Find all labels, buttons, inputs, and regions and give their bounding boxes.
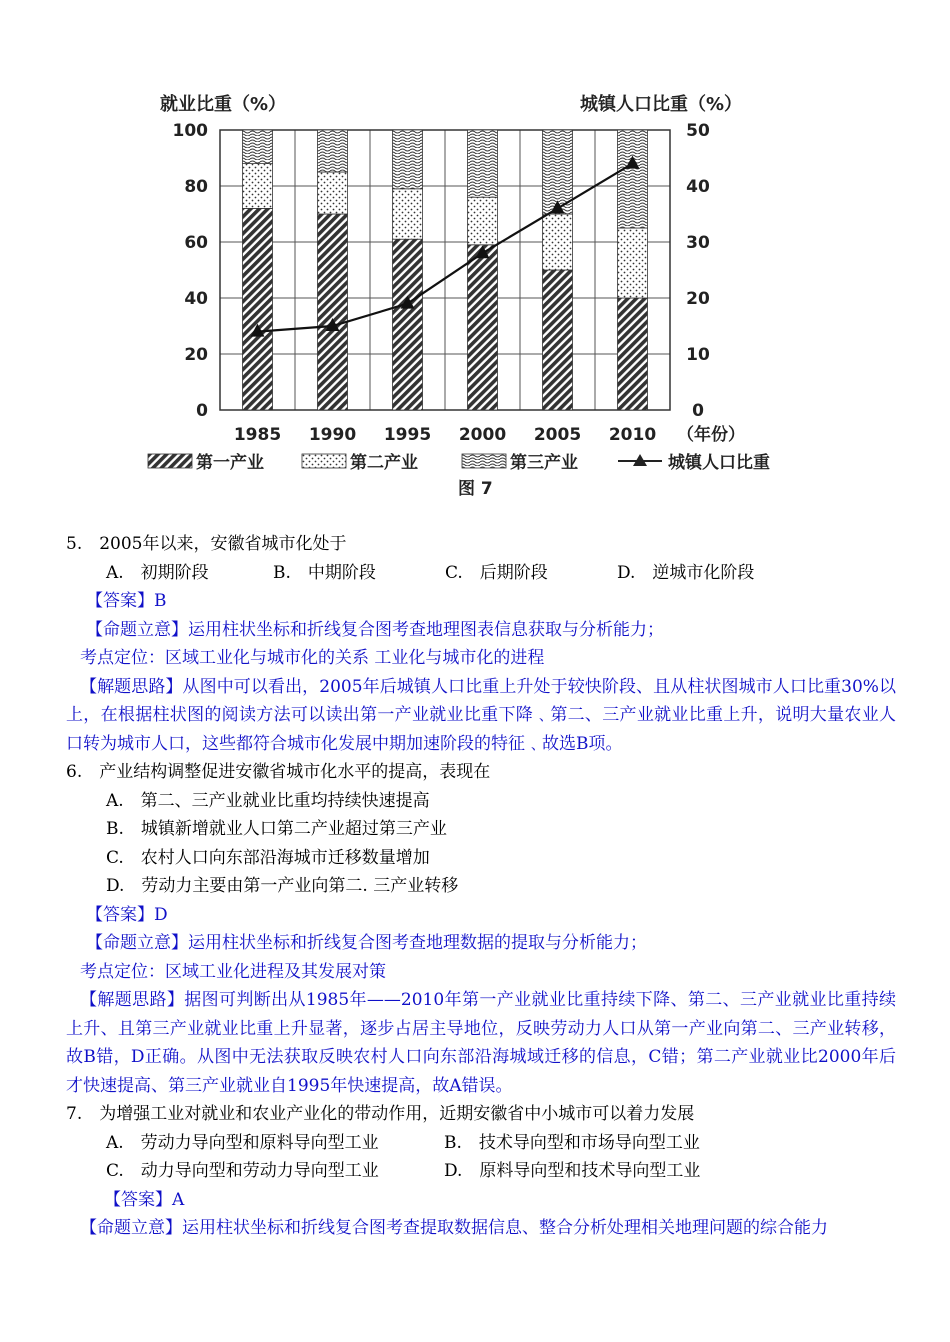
q5-position: 考点定位：区域工业化与城市化的关系 工业化与城市化的进程 xyxy=(80,648,545,668)
bar-tertiary xyxy=(618,130,648,228)
q7-options-row2 xyxy=(66,1157,896,1186)
bar-tertiary xyxy=(318,130,348,172)
legend-label-urban: 城镇人口比重 xyxy=(668,453,770,473)
bar-secondary xyxy=(618,228,648,298)
right-tick-label: 10 xyxy=(686,345,710,365)
legend-label-tertiary: 第三产业 xyxy=(510,453,578,473)
left-tick-label: 0 xyxy=(196,401,208,421)
q6-option-b: B. 城镇新增就业人口第二产业超过第三产业 xyxy=(106,819,447,839)
q7-option-b: B. 技术导向型和市场导向型工业 xyxy=(444,1132,700,1153)
q5-option-a: A. 初期阶段 xyxy=(106,562,209,583)
q5-answer: 【答案】B xyxy=(86,591,167,611)
q6-option-a: A. 第二、三产业就业比重均持续快速提高 xyxy=(106,790,430,811)
x-category-label: 2000 xyxy=(458,425,507,445)
legend-label-secondary: 第二产业 xyxy=(350,453,418,473)
bar-tertiary xyxy=(393,130,423,189)
q7-options-row1 xyxy=(66,1129,896,1158)
left-tick-label: 80 xyxy=(184,177,208,197)
q5-option-d: D. 逆城市化阶段 xyxy=(617,562,755,583)
bar-primary xyxy=(543,270,573,410)
bar-secondary xyxy=(543,214,573,270)
bar-primary xyxy=(468,245,498,410)
q5-stem: 5. 2005年以来，安徽省城市化处于 xyxy=(66,534,347,554)
bar-primary xyxy=(618,298,648,410)
q6-position: 考点定位：区域工业化进程及其发展对策 xyxy=(80,961,386,982)
q7-answer: 【答案】A xyxy=(104,1189,185,1210)
q7-stem: 7. 为增强工业对就业和农业产业化的带动作用，近期安徽省中小城市可以着力发展 xyxy=(66,1104,695,1124)
q6-analysis: 【解题思路】据图可判断出从1985年——2010年第一产业就业比重持续下降、第二、三产业就业比重持续上升、且第三产业就业比重上升显著，逐步占居主导地位，反映劳动力人口从第一产业向第二、三产业转移，故B错，D正确。从图中无法获取反映农村人口向东部沿海城域迁移的信息，C错；第二产业就业比2000年后才快速提高、第三产业就业自1995年快速提高，故A错误。 xyxy=(66,990,896,1096)
q7-option-c: C. 动力导向型和劳动力导向型工业 xyxy=(106,1161,379,1181)
x-axis-unit: （年份） xyxy=(677,425,745,445)
bar-secondary xyxy=(393,189,423,239)
question-section xyxy=(66,530,896,1243)
x-category-label: 1995 xyxy=(383,425,432,445)
right-tick-label: 30 xyxy=(686,233,710,253)
x-category-label: 1985 xyxy=(233,425,282,445)
q6-option-c: C. 农村人口向东部沿海城市迁移数量增加 xyxy=(106,847,430,868)
employment-urbanization-chart xyxy=(140,88,820,508)
right-tick-label: 40 xyxy=(686,177,710,197)
q5-option-c: C. 后期阶段 xyxy=(445,562,548,583)
legend-swatch-tertiary xyxy=(462,454,506,468)
grid-lines xyxy=(220,130,670,410)
q6-answer: 【答案】D xyxy=(86,904,168,925)
q7-intent: 【命题立意】运用柱状坐标和折线复合图考查提取数据信息、整合分析处理相关地理问题的综合能力 xyxy=(80,1218,828,1238)
bar-secondary xyxy=(468,197,498,245)
left-axis-title: 就业比重（%） xyxy=(160,94,287,115)
right-axis-title: 城镇人口比重（%） xyxy=(580,94,743,115)
q6-stem: 6. 产业结构调整促进安徽省城市化水平的提高，表现在 xyxy=(66,762,491,782)
bar-tertiary xyxy=(468,130,498,197)
left-tick-label: 100 xyxy=(172,121,208,141)
figure-caption: 图 7 xyxy=(458,479,493,499)
x-category-labels xyxy=(234,425,656,445)
bar-primary xyxy=(243,208,273,410)
bar-tertiary xyxy=(243,130,273,164)
q5-analysis: 【解题思路】从图中可以看出，2005年后城镇人口比重上升处于较快阶段、且从柱状图城市人口比重30%以上，在根据柱状图的阅读方法可以读出第一产业就业比重下降﹑第二、三产业就业比重上升，说明大量农业人口转为城市人口，这些都符合城市化发展中期加速阶段的特征﹑故选B项。 xyxy=(66,676,896,754)
left-tick-label: 60 xyxy=(184,233,208,253)
q6-intent: 【命题立意】运用柱状坐标和折线复合图考查地理数据的提取与分析能力； xyxy=(86,933,647,953)
q6-option-d: D. 劳动力主要由第一产业向第二. 三产业转移 xyxy=(106,876,459,896)
x-category-label: 1990 xyxy=(308,425,357,445)
bar-primary xyxy=(393,239,423,410)
left-tick-label: 20 xyxy=(184,345,208,365)
q5-intent: 【命题立意】运用柱状坐标和折线复合图考查地理图表信息获取与分析能力； xyxy=(86,619,664,640)
right-tick-label: 0 xyxy=(692,401,704,421)
legend-label-primary: 第一产业 xyxy=(196,453,264,473)
q7-option-a: A. 劳动力导向型和原料导向型工业 xyxy=(106,1132,379,1153)
q5-option-b: B. 中期阶段 xyxy=(273,562,376,583)
x-category-label: 2010 xyxy=(608,425,657,445)
left-tick-label: 40 xyxy=(184,289,208,309)
bar-secondary xyxy=(318,172,348,214)
right-tick-labels xyxy=(686,121,710,421)
bar-primary xyxy=(318,214,348,410)
legend-swatch-primary xyxy=(148,454,192,468)
bar-secondary xyxy=(243,164,273,209)
chart-legend xyxy=(148,452,770,473)
q5-options xyxy=(66,559,896,588)
left-tick-labels xyxy=(173,121,209,421)
right-tick-label: 50 xyxy=(686,121,710,141)
right-tick-label: 20 xyxy=(686,289,710,309)
legend-swatch-secondary xyxy=(302,454,346,468)
q7-option-d: D. 原料导向型和技术导向型工业 xyxy=(444,1161,701,1181)
x-category-label: 2005 xyxy=(533,425,582,445)
